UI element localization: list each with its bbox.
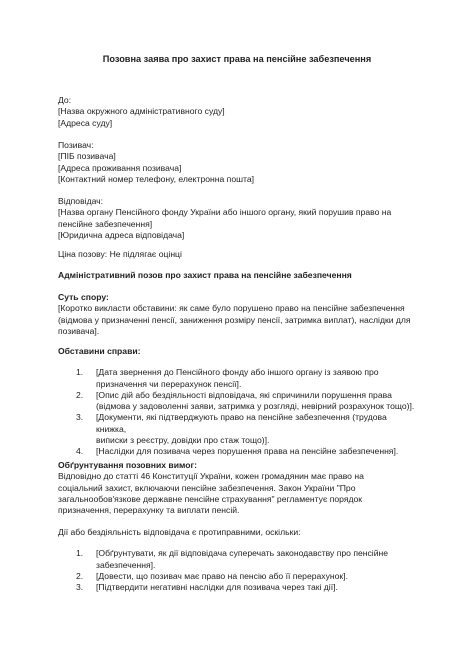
grounds-block <box>58 460 418 516</box>
plaintiff-name: [ПІБ позивача] <box>58 151 116 162</box>
list-item-text: [Довести, що позивач має право на пенсію або її перерахунок]. <box>96 570 348 581</box>
list-number: 3. <box>76 582 84 593</box>
grounds-line: соціальний захист, включаючи пенсійне забезпечення. Закон України "Про <box>58 482 356 493</box>
plaintiff-address: [Адреса проживання позивача] <box>58 162 182 173</box>
list-item <box>58 548 418 571</box>
grounds-line: призначення, перерахунку та виплати пенсій. <box>58 505 240 516</box>
list-item <box>58 367 418 390</box>
defendant-block <box>58 196 418 241</box>
list-item-text: [Наслідки для позивача через порушення права на пенсійне забезпечення]. <box>96 446 399 457</box>
list-item-text: забезпечення]. <box>96 559 156 570</box>
grounds-heading: Обґрунтування позовних вимог: <box>58 460 197 470</box>
unlawful-list <box>58 548 418 593</box>
document-title: Позовна заява про захист права на пенсійне забезпечення <box>102 54 372 64</box>
court-address: [Адреса суду] <box>58 117 113 128</box>
essence-line: [Коротко викласти обставини: як саме було порушено право на пенсійне забезпечення <box>58 303 405 314</box>
defendant-address: [Юридична адреса відповідача] <box>58 229 185 240</box>
defendant-name-line1: [Назва органу Пенсійного фонду України або іншого органу, який порушив право на <box>58 207 392 218</box>
list-item-text: [Підтвердити негативні наслідки для позивача через такі дії]. <box>96 582 338 593</box>
claim-price: Ціна позову: Не підлягає оцінці <box>58 249 182 259</box>
list-item-text: [Дата звернення до Пенсійного фонду або іншого органу із заявою про <box>96 367 379 378</box>
defendant-name-line2: пенсійне забезпечення] <box>58 218 153 229</box>
to-label: До: <box>58 95 72 105</box>
essence-heading: Суть спору: <box>58 292 109 302</box>
list-item-text: (відмова у задоволенні заяви, затримка у розгляді, невірний розрахунок тощо)]. <box>96 401 415 412</box>
plaintiff-label: Позивач: <box>58 140 94 150</box>
list-number: 3. <box>76 412 84 423</box>
list-item <box>58 390 418 413</box>
plaintiff-block <box>58 140 418 185</box>
unlawful-block <box>58 527 418 593</box>
list-item <box>58 412 418 446</box>
grounds-line: загальнообов'язкове державне пенсійне страхування" регламентує порядок <box>58 493 363 504</box>
list-item-text: [Обґрунтувати, як дії відповідача суперечать законодавству про пенсійне <box>96 548 389 559</box>
defendant-label: Відповідач: <box>58 196 104 206</box>
plaintiff-contacts: [Контактний номер телефону, електронна пошта] <box>58 173 255 184</box>
list-item-text: [Документи, які підтверджують право на пенсійне забезпечення (трудова книжка, <box>96 412 387 434</box>
list-item-text: [Опис дій або бездіяльності відповідача, які спричинили порушення права <box>96 389 392 400</box>
grounds-line: Відповідно до статті 46 Конституції України, кожен громадянин має право на <box>58 471 364 482</box>
list-item <box>58 446 418 457</box>
to-block <box>58 95 418 129</box>
claim-heading: Адміністративний позов про захист права на пенсійне забезпечення <box>58 270 352 280</box>
essence-line: позивача]. <box>58 325 100 336</box>
list-number: 2. <box>76 570 84 581</box>
list-item <box>58 571 418 582</box>
unlawful-intro: Дії або бездіяльність відповідача є протиправними, оскільки: <box>58 527 301 537</box>
list-number: 1. <box>76 548 84 559</box>
circumstances-block <box>58 346 418 458</box>
essence-line: (відмова у призначенні пенсії, заниження розміру пенсії, затримка виплат), наслідки для <box>58 314 411 325</box>
list-item-text: призначення чи перерахунок пенсії]. <box>96 378 242 389</box>
circumstances-list <box>58 367 418 457</box>
essence-block <box>58 292 418 337</box>
list-item-text: виписки з реєстру, довідки про стаж тощо)]. <box>96 435 270 446</box>
list-number: 2. <box>76 389 84 400</box>
circumstances-heading: Обставини справи: <box>58 346 141 356</box>
list-number: 1. <box>76 367 84 378</box>
list-item <box>58 582 418 593</box>
list-number: 4. <box>76 446 84 457</box>
court-name: [Назва окружного адміністративного суду] <box>58 106 225 117</box>
